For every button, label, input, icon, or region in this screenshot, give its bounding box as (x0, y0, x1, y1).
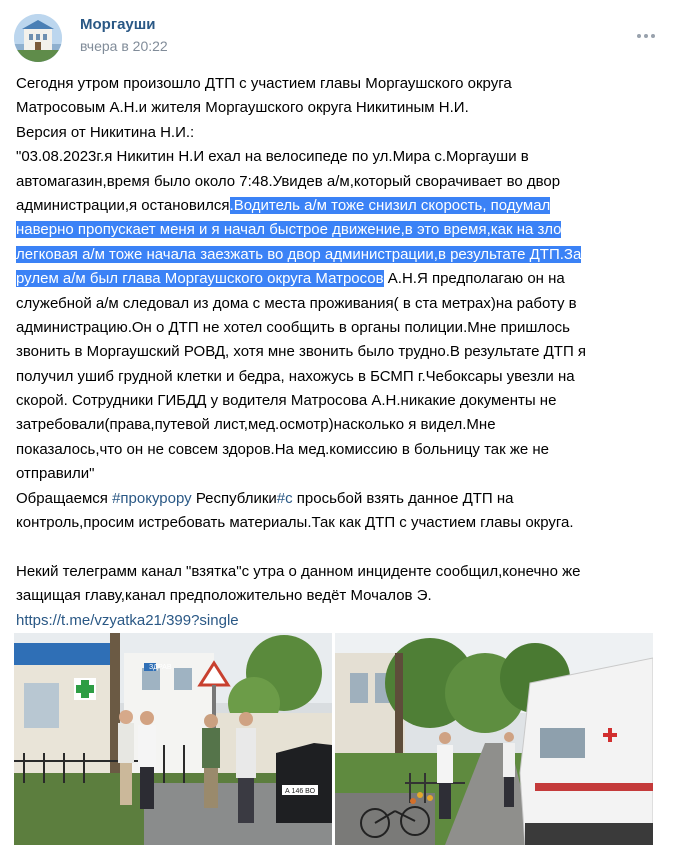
post-text-line (16, 194, 661, 218)
text-segment: отправили" (16, 465, 95, 483)
text-segment: просьбой взять данное ДТП на (292, 489, 514, 507)
text-segment: администрации,я остановился (16, 196, 230, 214)
post-text-line (16, 145, 661, 169)
text-segment: затребовали(права,путевой лист,мед.осмотр)насколько я видел.Мне (16, 416, 496, 434)
post-text-line (16, 340, 661, 364)
telegram-link[interactable]: https://t.me/vzyatka21/399?single (16, 611, 239, 629)
community-name[interactable]: Моргауши (80, 16, 156, 33)
selected-text[interactable]: наверно пропускает меня и я начал быстрое движение,в это время,как на зло (16, 221, 562, 239)
text-segment: Версия от Никитина Н.И.: (16, 123, 195, 141)
post-timestamp[interactable]: вчера в 20:22 (80, 38, 168, 54)
post-text-line (16, 121, 661, 145)
building-sign: ЗДРАВ (149, 664, 172, 671)
text-segment: администрацию.Он о ДТП не хотел сообщить в органы полиции.Мне пришлось (16, 318, 570, 336)
text-segment: Матросовым А.Н.и жителя Моргаушского округа Никитиным Н.И. (16, 99, 469, 117)
photo-street-scene-ambulance[interactable] (335, 633, 653, 845)
text-segment: звонить в Моргаушский РОВД, хотя мне звонить было трудно.В результате ДТП я (16, 343, 587, 361)
photo-street-scene-pharmacy[interactable] (14, 633, 332, 845)
text-segment: А.Н.Я предполагаю он на (383, 270, 565, 288)
post-text-line (16, 487, 661, 511)
hashtag-link[interactable]: #с (276, 489, 293, 507)
community-avatar[interactable] (14, 14, 62, 62)
text-segment: автомагазин,время было около 7:48.Увидев а/м,который сворачивает во двор (16, 172, 561, 190)
text-segment: Сегодня утром произошло ДТП с участием главы Моргаушского округа (16, 75, 512, 92)
car-plate: А 146 ВО (284, 788, 316, 795)
blank-line (16, 535, 661, 559)
post-text-line (16, 365, 661, 389)
post-text-line (16, 267, 661, 291)
post-text-line (16, 438, 661, 462)
text-segment: Некий телеграмм канал "взятка"с утра о данном инциденте сообщил,конечно же (16, 562, 581, 580)
post-text-line (16, 609, 661, 633)
post-text-line (16, 316, 661, 340)
post-text-line (16, 413, 661, 437)
post-text (16, 72, 661, 633)
post-text-line (16, 96, 661, 120)
post-text-line (16, 72, 661, 96)
post-text-line (16, 462, 661, 486)
text-segment: служебной а/м следовал из дома с места проживания( в ста метрах)на работу в (16, 294, 577, 312)
text-segment: защищая главу,канал предположительно ведёт Мочалов Э. (16, 587, 432, 605)
hashtag-link[interactable]: #прокурору (112, 489, 192, 507)
post-text-line (16, 389, 661, 413)
post-text-line (16, 243, 661, 267)
text-segment: показалось,что он не совсем здоров.На мед.комиссию в больницу так же не (16, 440, 550, 458)
text-segment: Обращаемся (16, 489, 113, 507)
more-dots-icon[interactable] (634, 26, 658, 46)
post-text-line (16, 170, 661, 194)
selected-text[interactable]: легковая а/м тоже начала заезжать во двор администрации,в результате ДТП.За (16, 245, 582, 263)
text-segment: Республики (191, 489, 277, 507)
post-text-line (16, 292, 661, 316)
text-segment: "03.08.2023г.я Никитин Н.И ехал на велосипеде по ул.Мира с.Моргауши в (16, 148, 529, 166)
text-segment: контроль,просим истребовать материалы.Так как ДТП с участием главы округа. (16, 514, 574, 532)
post-text-line (16, 511, 661, 535)
text-segment: скорой. Сотрудники ГИБДД у водителя Матросова А.Н.никакие документы не (16, 392, 557, 410)
selected-text[interactable]: рулем а/м был глава Моргаушского округа Матросов (16, 270, 384, 288)
text-segment: получил ушиб грудной клетки и бедра, нахожусь в БСМП г.Чебоксары увезли на (16, 367, 575, 385)
post-text-line (16, 584, 661, 608)
post-text-line (16, 218, 661, 242)
building-avatar-image (14, 14, 62, 62)
selected-text[interactable]: .Водитель а/м тоже снизил скорость, подумал (229, 196, 551, 214)
post-text-line (16, 560, 661, 584)
